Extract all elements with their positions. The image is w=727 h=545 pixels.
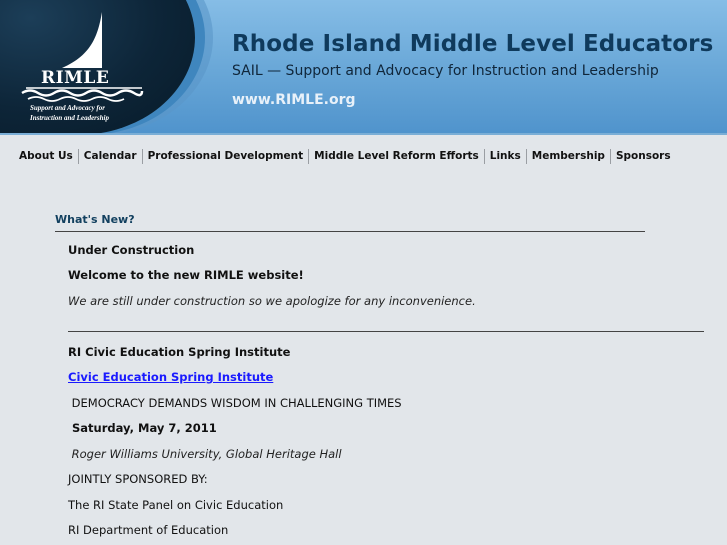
nav-separator — [142, 149, 143, 164]
section-divider — [55, 231, 645, 232]
site-tagline: SAIL — Support and Advocacy for Instruction and Leadership — [232, 63, 659, 79]
site-title: Rhode Island Middle Level Educators — [232, 31, 714, 57]
logo-name: RIMLE — [41, 68, 110, 88]
nav-separator — [308, 149, 309, 164]
nav-sponsors[interactable]: Sponsors — [615, 150, 671, 162]
logo-tagline-2: Instruction and Leadership — [30, 114, 109, 122]
logo-tagline-1: Support and Advocacy for — [30, 104, 105, 112]
nav-links[interactable]: Links — [489, 150, 521, 162]
nav-separator — [484, 149, 485, 164]
sponsor-item: RI Department of Education — [68, 523, 229, 537]
nav-separator — [78, 149, 79, 164]
nav-about-us[interactable]: About Us — [19, 150, 73, 162]
civic-date: Saturday, May 7, 2011 — [68, 421, 217, 435]
construction-heading: Under Construction — [68, 243, 195, 257]
welcome-text: Welcome to the new RIMLE website! — [68, 268, 304, 282]
civic-theme: DEMOCRACY DEMANDS WISDOM IN CHALLENGING TIMES — [68, 396, 402, 410]
sponsor-item: The RI State Panel on Civic Education — [68, 498, 284, 512]
header-divider — [0, 133, 727, 135]
nav-middle-level-reform-efforts[interactable]: Middle Level Reform Efforts — [314, 150, 479, 162]
nav-separator — [610, 149, 611, 164]
main-nav — [19, 148, 671, 164]
civic-heading: RI Civic Education Spring Institute — [68, 345, 291, 359]
content-divider — [68, 331, 704, 332]
site-url: www.RIMLE.org — [232, 92, 356, 108]
construction-note: We are still under construction so we apologize for any inconvenience. — [68, 294, 476, 308]
section-title: What's New? — [55, 213, 135, 226]
site-header — [0, 0, 727, 135]
civic-institute-link[interactable]: Civic Education Spring Institute — [68, 370, 274, 384]
civic-venue: Roger Williams University, Global Heritage Hall — [68, 447, 342, 461]
nav-calendar[interactable]: Calendar — [83, 150, 137, 162]
nav-professional-development[interactable]: Professional Development — [147, 150, 304, 162]
sponsored-by-label: JOINTLY SPONSORED BY: — [68, 472, 208, 486]
nav-membership[interactable]: Membership — [531, 150, 605, 162]
nav-separator — [526, 149, 527, 164]
